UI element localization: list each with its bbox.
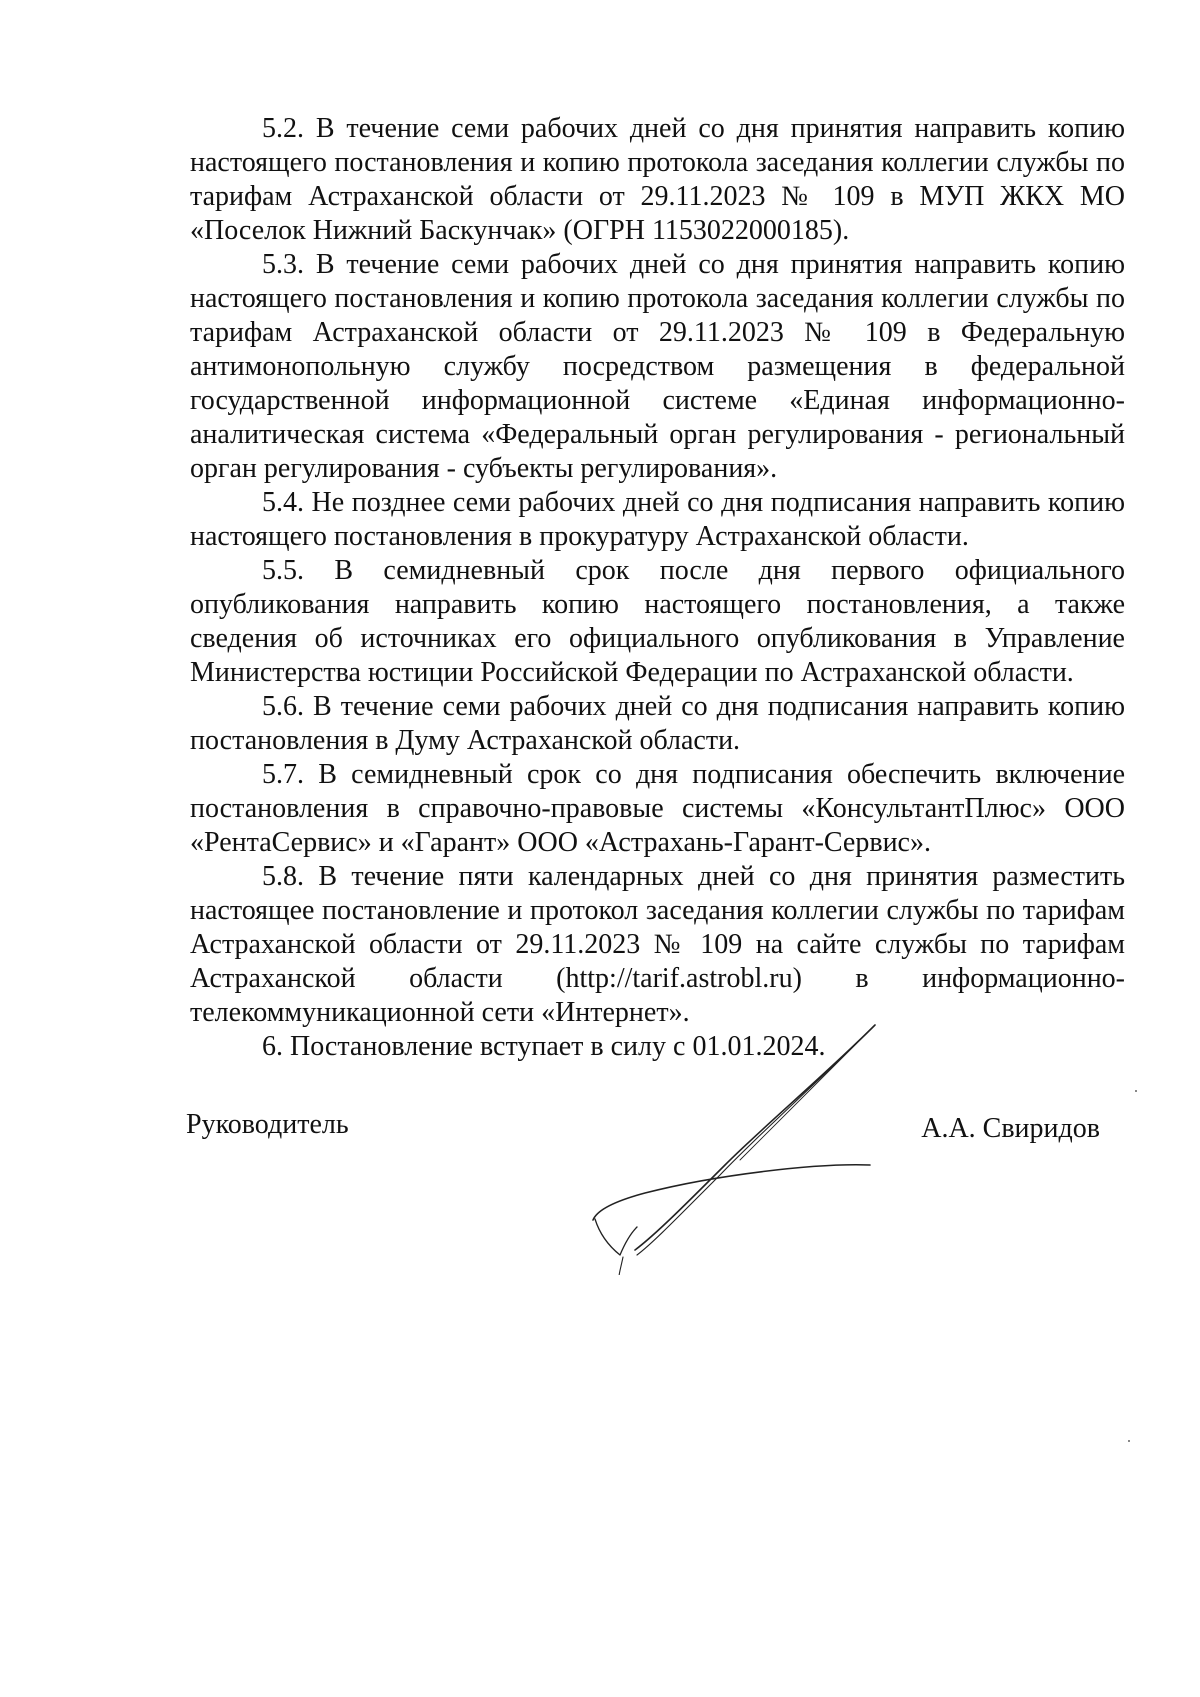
signer-position: Руководитель bbox=[186, 1109, 349, 1140]
paragraph-number: 5.3. bbox=[262, 249, 304, 280]
paragraph-text: В течение пяти календарных дней со дня принятия разместить настоящее постановление и протокол заседания коллегии службы по тарифам Астраханской области от 29.11.2023 № 109 на сайте службы по тарифам Астраханской области (http://tarif.astrobl.ru) в информационно-телекоммуникационной сети «Интернет». bbox=[190, 861, 1125, 1028]
paragraph-5-2 bbox=[190, 112, 1125, 248]
handwritten-signature bbox=[575, 1015, 895, 1275]
paragraph-number: 5.7. bbox=[262, 759, 304, 790]
document-body bbox=[190, 112, 1125, 1064]
paragraph-text: Постановление вступает в силу с 01.01.2024. bbox=[290, 1031, 826, 1062]
paragraph-text: В семидневный срок после дня первого официального опубликования направить копию настоящего постановления, а также сведения об источниках его официального опубликования в Управление Министерства юстиции Российской Федерации по Астраханской области. bbox=[190, 555, 1125, 688]
paragraph-text: Не позднее семи рабочих дней со дня подписания направить копию настоящего постановления в прокуратуру Астраханской области. bbox=[190, 487, 1125, 552]
paragraph-number: 5.2. bbox=[262, 113, 304, 144]
scan-speck bbox=[1135, 1090, 1137, 1092]
scan-speck bbox=[1128, 1440, 1130, 1442]
signer-name: А.А. Свиридов bbox=[921, 1113, 1100, 1144]
paragraph-number: 5.6. bbox=[262, 691, 304, 722]
paragraph-text: В течение семи рабочих дней со дня принятия направить копию настоящего постановления и копию протокола заседания коллегии службы по тарифам Астраханской области от 29.11.2023 № 109 в Федеральную антимонопольную службу посредством размещения в федеральной государственной информационной системе «Единая информационно-аналитическая система «Федеральный орган регулирования - региональный орган регулирования - субъекты регулирования». bbox=[190, 249, 1126, 484]
paragraph-5-3 bbox=[190, 248, 1125, 486]
paragraph-5-7 bbox=[190, 758, 1125, 860]
paragraph-5-5 bbox=[190, 554, 1125, 690]
paragraph-5-4 bbox=[190, 486, 1125, 554]
paragraph-5-6 bbox=[190, 690, 1125, 758]
paragraph-text: В течение семи рабочих дней со дня принятия направить копию настоящего постановления и копию протокола заседания коллегии службы по тарифам Астраханской области от 29.11.2023 № 109 в МУП ЖКХ МО «Поселок Нижний Баскунчак» (ОГРН 1153022000185). bbox=[190, 113, 1126, 246]
paragraph-number: 5.8. bbox=[262, 861, 304, 892]
paragraph-number: 5.5. bbox=[262, 555, 304, 586]
paragraph-number: 6. bbox=[262, 1031, 283, 1062]
paragraph-text: В семидневный срок со дня подписания обеспечить включение постановления в справочно-правовые системы «КонсультантПлюс» ООО «РентаСервис» и «Гарант» ООО «Астрахань-Гарант-Сервис». bbox=[190, 759, 1125, 858]
paragraph-5-8 bbox=[190, 860, 1125, 1030]
paragraph-text: В течение семи рабочих дней со дня подписания направить копию постановления в Думу Астраханской области. bbox=[190, 691, 1126, 756]
paragraph-number: 5.4. bbox=[262, 487, 304, 518]
